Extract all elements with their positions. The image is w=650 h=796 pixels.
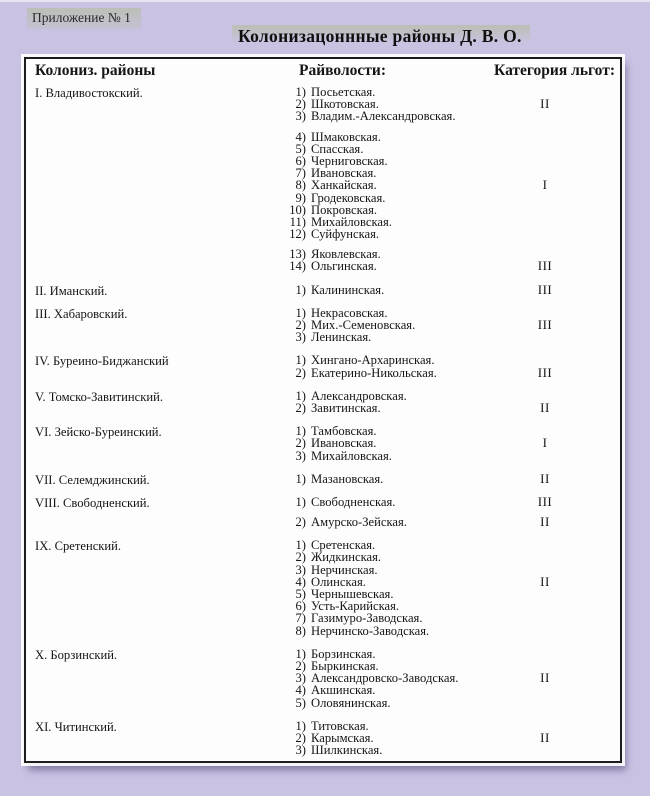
volost-item xyxy=(26,625,620,637)
volost-number: 1) xyxy=(295,494,306,509)
volost-item xyxy=(26,564,620,576)
volost-name: Завитинская. xyxy=(311,400,381,415)
category-value: III xyxy=(537,258,553,274)
category-value: I xyxy=(542,435,548,451)
volost-name: Акшинская. xyxy=(311,683,376,698)
page-title: Колонизацоннные районы Д. В. О. xyxy=(232,25,530,49)
district-name: II. Иманский. xyxy=(35,283,108,298)
volost-group xyxy=(26,131,620,241)
volost-number: 8) xyxy=(295,623,306,638)
table-row xyxy=(26,390,620,414)
table-body xyxy=(26,86,620,756)
volost-item xyxy=(26,450,620,462)
volost-name: Екатерино-Никольская. xyxy=(311,365,437,380)
volost-item xyxy=(26,228,620,240)
category-value: II xyxy=(540,96,550,112)
category-value: III xyxy=(537,364,553,380)
volost-number: 7) xyxy=(295,611,306,626)
volost-name: Мазановская. xyxy=(311,471,384,486)
volost-group xyxy=(26,470,620,487)
district-name: VII. Селемджинский. xyxy=(35,472,150,487)
volost-name: Александровско-Заводская. xyxy=(311,671,459,686)
volost-name: Усть-Карийская. xyxy=(311,599,400,614)
volost-number: 1) xyxy=(295,353,306,368)
volost-name: Быркинская. xyxy=(311,658,379,673)
volost-name: Владим.-Александровская. xyxy=(311,109,456,124)
category-value: II xyxy=(540,573,550,589)
volost-number: 2) xyxy=(295,730,306,745)
appendix-label: Приложение № 1 xyxy=(27,8,141,29)
table-row xyxy=(26,720,620,757)
volost-number: 3) xyxy=(295,562,306,577)
volost-number: 14) xyxy=(289,259,306,274)
district-name: VIII. Свободненский. xyxy=(35,495,150,510)
category-value: I xyxy=(542,177,548,193)
category-value: III xyxy=(537,281,553,297)
volost-name: Амурско-Зейская. xyxy=(311,515,407,530)
volost-name: Хингано-Архаринская. xyxy=(311,353,435,368)
volost-group xyxy=(26,539,620,637)
volost-number: 4) xyxy=(295,129,306,144)
volost-item xyxy=(26,744,620,756)
volost-number: 1) xyxy=(295,388,306,403)
volost-item xyxy=(26,131,620,143)
volost-number: 10) xyxy=(289,202,306,217)
volost-number: 1) xyxy=(295,538,306,553)
volost-number: 4) xyxy=(295,574,306,589)
volost-number: 3) xyxy=(295,330,306,345)
volost-name: Александровская. xyxy=(311,388,407,403)
volost-number: 12) xyxy=(289,227,306,242)
district-name: I. Владивостокский. xyxy=(35,86,143,100)
volost-number: 2) xyxy=(295,365,306,380)
category-value: II xyxy=(540,514,550,530)
volost-number: 7) xyxy=(295,166,306,181)
category-value: II xyxy=(540,729,550,745)
volost-item xyxy=(26,697,620,709)
volost-number: 1) xyxy=(295,646,306,661)
table-sheet xyxy=(24,57,622,763)
volost-name: Титовская. xyxy=(311,718,369,733)
volost-number: 1) xyxy=(295,85,306,99)
volost-group xyxy=(26,354,620,378)
volost-number: 2) xyxy=(295,436,306,451)
volost-number: 1) xyxy=(295,305,306,320)
volost-name: Шкотовская. xyxy=(311,97,379,112)
volost-name: Спасская. xyxy=(311,141,364,156)
district-name: III. Хабаровский. xyxy=(35,306,128,321)
table-row xyxy=(26,425,620,462)
volost-name: Оловянинская. xyxy=(311,695,391,710)
volost-item xyxy=(26,192,620,204)
volost-number: 2) xyxy=(295,400,306,415)
volost-name: Шмаковская. xyxy=(311,129,381,144)
volost-number: 3) xyxy=(295,109,306,124)
volost-name: Тамбовская. xyxy=(311,424,377,439)
volost-name: Нерчинско-Заводская. xyxy=(311,623,430,638)
volost-group xyxy=(26,307,620,344)
volost-name: Олинская. xyxy=(311,574,366,589)
volost-name: Нерчинская. xyxy=(311,562,378,577)
category-value: II xyxy=(540,399,550,415)
volost-group xyxy=(26,720,620,757)
district-name: IV. Буреино-Биджанский xyxy=(35,354,169,369)
col-header-volosts: Райволости: xyxy=(299,62,386,79)
volost-number: 1) xyxy=(295,718,306,733)
volost-number: 6) xyxy=(295,153,306,168)
volost-group xyxy=(26,248,620,272)
volost-name: Суйфунская. xyxy=(311,227,380,242)
volost-name: Посьетская. xyxy=(311,85,376,99)
category-value: III xyxy=(537,317,553,332)
volost-item xyxy=(26,684,620,696)
table-row xyxy=(26,86,620,273)
volost-name: Ивановская. xyxy=(311,436,377,451)
volost-name: Борзинская. xyxy=(311,646,376,661)
volost-name: Некрасовская. xyxy=(311,305,388,320)
volost-group xyxy=(26,648,620,709)
volost-name: Сретенская. xyxy=(311,538,376,553)
category-value: II xyxy=(540,670,550,686)
table-row xyxy=(26,307,620,344)
col-header-category: Категория льгот: xyxy=(494,62,615,79)
table-row xyxy=(26,493,620,530)
volost-number: 2) xyxy=(295,97,306,112)
volost-group xyxy=(26,86,620,123)
volost-number: 1) xyxy=(295,424,306,439)
volost-number: 2) xyxy=(295,658,306,673)
volost-name: Яковлевская. xyxy=(311,247,381,262)
district-name: VI. Зейско-Буреинский. xyxy=(35,425,162,440)
volost-name: Жидкинская. xyxy=(311,550,382,565)
volost-group xyxy=(26,516,620,528)
volost-number: 1) xyxy=(295,282,306,297)
volost-name: Ивановская. xyxy=(311,166,377,181)
volost-number: 8) xyxy=(295,178,306,193)
volost-number: 4) xyxy=(295,683,306,698)
volost-number: 2) xyxy=(295,318,306,332)
volost-item xyxy=(26,612,620,624)
volost-name: Мих.-Семеновская. xyxy=(311,318,416,332)
volost-group xyxy=(26,281,620,298)
volost-name: Карымская. xyxy=(311,730,374,745)
table-row xyxy=(26,354,620,378)
volost-number: 2) xyxy=(295,515,306,530)
col-header-districts: Колониз. районы xyxy=(35,62,156,79)
category-value: II xyxy=(540,470,550,486)
volost-group xyxy=(26,493,620,510)
volost-item xyxy=(26,110,620,122)
volost-name: Гродековская. xyxy=(311,190,386,205)
volost-item xyxy=(26,331,620,343)
volost-name: Газимуро-Заводская. xyxy=(311,611,423,626)
volost-name: Ленинская. xyxy=(311,330,372,345)
volost-number: 5) xyxy=(295,695,306,710)
category-value: III xyxy=(537,493,553,509)
volost-name: Ханкайская. xyxy=(311,178,377,193)
volost-number: 6) xyxy=(295,599,306,614)
volost-group xyxy=(26,390,620,414)
volost-name: Ольгинская. xyxy=(311,259,377,274)
volost-number: 3) xyxy=(295,671,306,686)
volost-number: 3) xyxy=(295,743,306,758)
volost-number: 11) xyxy=(289,214,306,229)
volost-number: 13) xyxy=(289,247,306,262)
district-name: X. Борзинский. xyxy=(35,647,118,662)
volost-number: 5) xyxy=(295,141,306,156)
volost-name: Михайловская. xyxy=(311,214,392,229)
volost-name: Свободненская. xyxy=(311,494,396,509)
volost-number: 5) xyxy=(295,587,306,601)
table-header-row xyxy=(26,62,620,86)
volost-name: Покровская. xyxy=(311,202,378,217)
table-row xyxy=(26,648,620,709)
volost-number: 2) xyxy=(295,550,306,565)
volost-name: Чернышевская. xyxy=(311,587,394,601)
district-name: XI. Читинский. xyxy=(35,719,117,734)
volost-name: Калининская. xyxy=(311,282,385,297)
district-name: IX. Сретенский. xyxy=(35,539,122,554)
table-row xyxy=(26,281,620,298)
volost-number: 1) xyxy=(295,471,306,486)
volost-group xyxy=(26,425,620,462)
table-row xyxy=(26,539,620,637)
volost-name: Черниговская. xyxy=(311,153,388,168)
district-name: V. Томско-Завитинский. xyxy=(35,389,164,404)
volost-number: 9) xyxy=(295,190,306,205)
volost-name: Михайловская. xyxy=(311,448,392,463)
table-row xyxy=(26,470,620,487)
volost-name: Шилкинская. xyxy=(311,743,383,758)
volost-number: 3) xyxy=(295,448,306,463)
